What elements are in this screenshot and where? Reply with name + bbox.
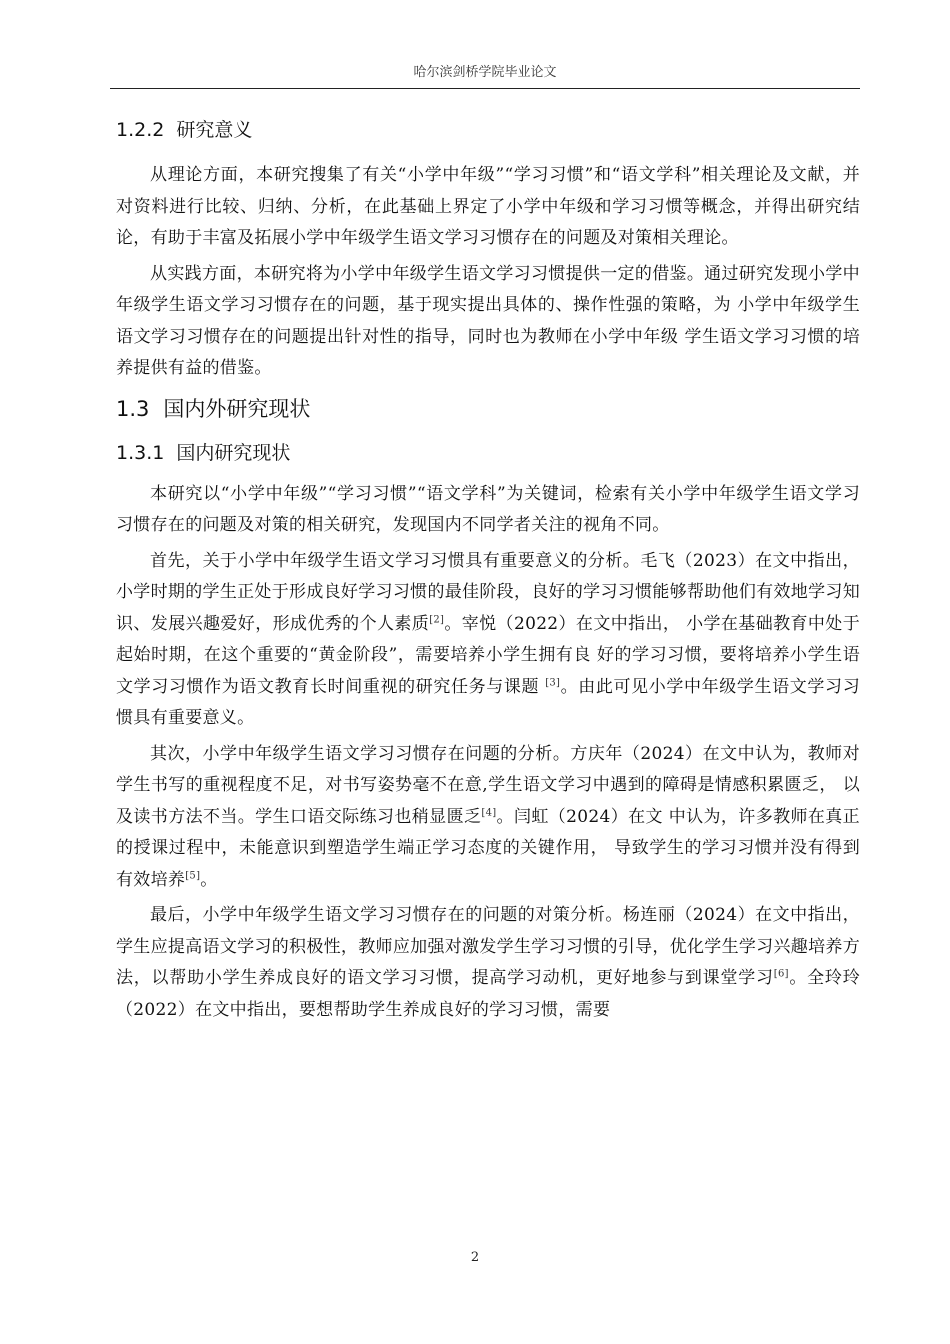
text-run: 首先，关于小学中年级学生语文学习习惯具有重要意义的分析。毛飞（2023）在文中指出，小学时期的学生正处于形成良好学习习惯的最佳阶段，良好的学习习惯能够帮助他们有效地学习知识、发展兴趣爱好，形成优秀的个人素质 xyxy=(116,550,860,634)
running-header-title: 哈尔滨剑桥学院毕业论文 xyxy=(413,65,557,80)
heading-1-3-1 xyxy=(116,441,860,465)
citation-4: [4] xyxy=(481,806,497,818)
text-run: 。 xyxy=(200,869,218,890)
citation-5: [5] xyxy=(185,869,201,881)
text-run: 。由此可见小学中年级学生语文学习习惯具有重要意义。 xyxy=(116,676,860,728)
page-body xyxy=(116,118,860,1030)
heading-1-2-2 xyxy=(116,118,860,142)
page-number: 2 xyxy=(470,1250,480,1265)
citation-2: [2] xyxy=(429,613,445,625)
heading-title: 国内研究现状 xyxy=(176,441,291,464)
paragraph-importance xyxy=(116,546,860,735)
heading-number: 1.2.2 xyxy=(116,119,165,141)
paragraph-problems xyxy=(116,739,860,897)
heading-title: 国内外研究现状 xyxy=(163,396,311,421)
paragraph-intro: 本研究以“小学中年级”“学习习惯”“语文学科”为关键词，检索有关小学中年级学生语文学习习惯存在的问题及对策的相关研究，发现国内不同学者关注的视角不同。 xyxy=(116,483,860,535)
paragraph-strategies xyxy=(116,900,860,1026)
citation-3: [3] xyxy=(545,676,561,688)
text-run: 最后，小学中年级学生语文学习习惯存在的问题的对策分析。杨连丽（2024）在文中指出，学生应提高语文学习的积极性，教师应加强对激发学生学习习惯的引导，优化学生学习兴趣培养方法，以帮助小学生养成良好的语文学习习惯，提高学习动机，更好地参与到课堂学习 xyxy=(116,905,860,988)
text-run: 。宰悦（2022）在文中指出， 小学在基础教育中处于起始时期，在这个重要的“黄金阶段”，需要培养小学生拥有良 好的学习习惯，要将培养小学生语文学习习惯作为语文教育长时间重视的研究任务与课题 xyxy=(116,613,861,697)
text-run: 其次，小学中年级学生语文学习习惯存在问题的分析。方庆年（2024）在文中认为，教师对学生书写的重视程度不足，对书写姿势毫不在意,学生语文学习中遇到的障碍是情感积累匮乏， 以及读书方法不当。学生口语交际练习也稍显匮乏 xyxy=(116,743,860,827)
heading-1-3 xyxy=(116,395,860,423)
citation-6: [6] xyxy=(773,968,789,980)
heading-number: 1.3.1 xyxy=(116,441,165,464)
heading-title: 研究意义 xyxy=(176,119,253,141)
running-header xyxy=(110,62,860,89)
heading-number: 1.3 xyxy=(116,396,150,421)
text-run: 。闫虹（2024）在文 中认为，许多教师在真正的授课过程中，未能意识到塑造学生端正学习态度的关键作用， 导致学生的学习习惯并没有得到有效培养 xyxy=(116,806,860,890)
paragraph-theory: 从理论方面，本研究搜集了有关“小学中年级”“学习习惯”和“语文学科”相关理论及文献，并对资料进行比较、归纳、分析，在此基础上界定了小学中年级和学习习惯等概念，并得出研究结论，有助于丰富及拓展小学中年级学生语文学习习惯存在的问题及对策相关理论。 xyxy=(116,165,860,248)
text-run: 。全玲玲（2022）在文中指出，要想帮助学生养成良好的学习习惯，需要 xyxy=(116,968,860,1020)
paragraph-practice: 从实践方面，本研究将为小学中年级学生语文学习习惯提供一定的借鉴。通过研究发现小学中年级学生语文学习习惯存在的问题，基于现实提出具体的、操作性强的策略，为 小学中年级学生语文学习习惯存在的问题提出针对性的指导，同时也为教师在小学中年级 学生语文学习习惯的培养提供有益的借鉴。 xyxy=(116,263,860,378)
